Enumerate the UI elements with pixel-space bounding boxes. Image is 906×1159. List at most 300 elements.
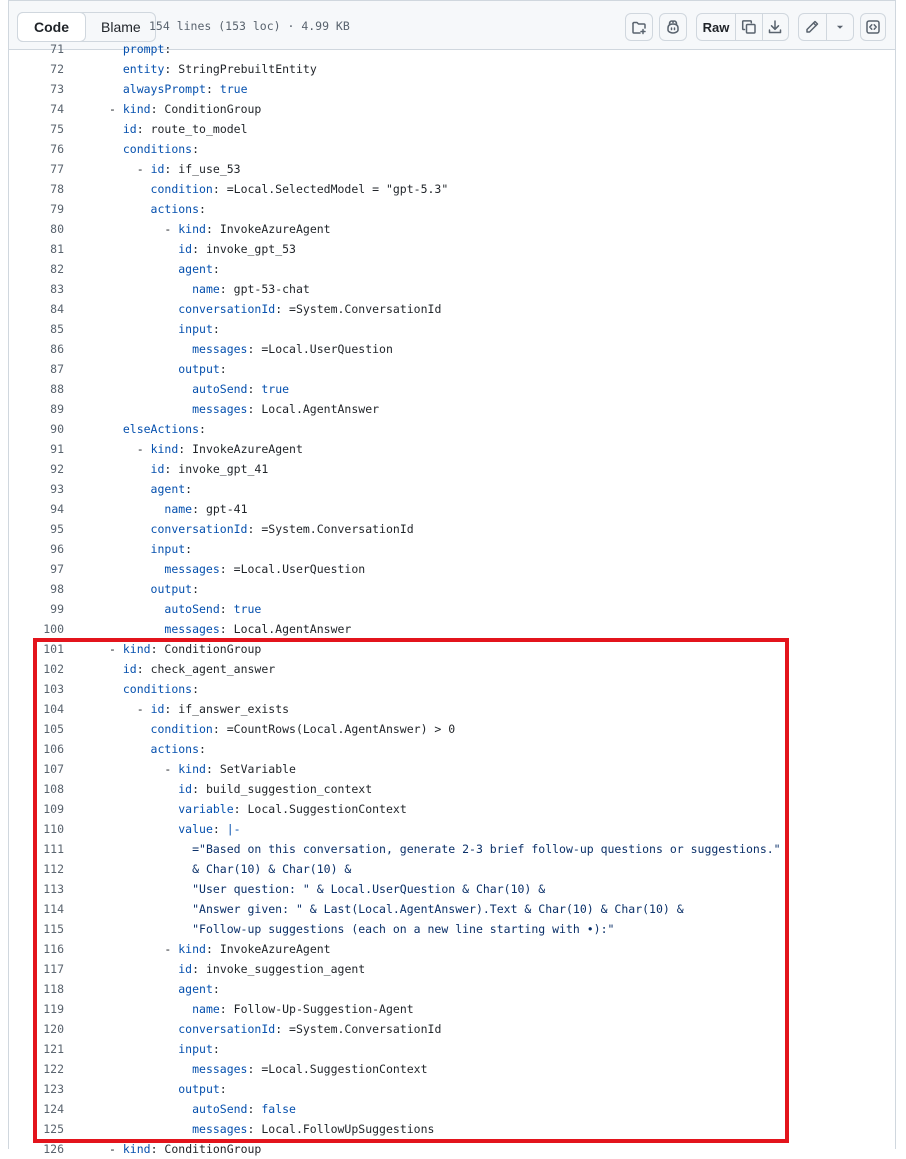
yaml-separator: : [164, 162, 179, 176]
yaml-separator: : [185, 542, 193, 556]
code-line [9, 119, 895, 139]
blame-tab[interactable]: Blame [101, 19, 141, 35]
yaml-key: autoSend [164, 602, 220, 616]
yaml-key: messages [192, 1122, 248, 1136]
yaml-key: messages [164, 562, 220, 576]
yaml-separator: : [164, 42, 172, 56]
raw-button[interactable] [697, 14, 735, 40]
yaml-value: true [219, 82, 248, 96]
code-line [9, 459, 895, 479]
yaml-key: conversationId [178, 1022, 276, 1036]
line-number[interactable]: 75 [50, 122, 64, 136]
code-line [9, 859, 895, 879]
yaml-value: InvokeAzureAgent [219, 942, 331, 956]
yaml-key: agent [150, 482, 186, 496]
code-text [109, 119, 248, 139]
yaml-separator: : [212, 262, 220, 276]
code-text [109, 599, 261, 619]
file-viewer [8, 0, 896, 1156]
yaml-value: invoke_gpt_41 [178, 462, 269, 476]
code-view [9, 42, 895, 1156]
line-number[interactable]: 125 [43, 1122, 64, 1136]
code-text [109, 779, 372, 799]
yaml-separator: : [150, 102, 165, 116]
code-text [109, 999, 414, 1019]
code-text [109, 579, 199, 599]
code-text [109, 419, 206, 439]
code-line [9, 219, 895, 239]
code-text [109, 1019, 441, 1039]
line-number[interactable]: 95 [50, 522, 64, 536]
code-line [9, 59, 895, 79]
line-number[interactable]: 126 [43, 1142, 64, 1156]
yaml-key: conditions [122, 142, 193, 156]
line-number[interactable]: 103 [43, 682, 64, 696]
code-text [109, 859, 351, 879]
yaml-value: =System.ConversationId [289, 1022, 442, 1036]
code-text [109, 499, 248, 519]
code-text [109, 719, 455, 739]
line-number[interactable]: 74 [50, 102, 64, 116]
symbols-button[interactable] [860, 13, 886, 41]
code-line [9, 779, 895, 799]
code-text [109, 39, 171, 59]
line-number[interactable]: 84 [50, 302, 64, 316]
code-text [109, 339, 393, 359]
line-number[interactable]: 116 [43, 942, 64, 956]
yaml-key: kind [178, 222, 206, 236]
download-button[interactable] [762, 14, 789, 40]
line-number[interactable]: 98 [50, 582, 64, 596]
yaml-separator: : [192, 582, 200, 596]
yaml-separator: : [136, 662, 151, 676]
code-text [109, 539, 192, 559]
line-number[interactable]: 99 [50, 602, 64, 616]
yaml-separator: : [219, 562, 234, 576]
code-text [109, 959, 365, 979]
yaml-key: id [150, 702, 165, 716]
file-add-icon [631, 19, 647, 35]
yaml-key: conversationId [150, 522, 248, 536]
code-line [9, 719, 895, 739]
code-text [109, 879, 545, 899]
code-line [9, 79, 895, 99]
line-number[interactable]: 102 [43, 662, 64, 676]
yaml-value: invoke_gpt_53 [205, 242, 296, 256]
yaml-key: messages [164, 622, 220, 636]
yaml-key: id [122, 662, 137, 676]
code-line [9, 1099, 895, 1119]
code-line [9, 999, 895, 1019]
yaml-key: name [192, 1002, 220, 1016]
line-number[interactable]: 114 [43, 902, 64, 916]
code-line [9, 279, 895, 299]
download-icon [767, 19, 783, 35]
yaml-key: name [192, 282, 220, 296]
yaml-separator: : [192, 962, 206, 976]
code-line [9, 819, 895, 839]
yaml-key: kind [150, 442, 179, 456]
code-text [109, 819, 241, 839]
yaml-value: true [233, 602, 262, 616]
line-number[interactable]: 80 [50, 222, 64, 236]
yaml-separator: : [219, 362, 227, 376]
yaml-separator: : [212, 982, 220, 996]
yaml-key: alwaysPrompt [122, 82, 206, 96]
line-number[interactable]: 110 [43, 822, 64, 836]
yaml-separator: : [219, 1082, 227, 1096]
line-number[interactable]: 78 [50, 182, 64, 196]
yaml-value: =System.ConversationId [289, 302, 442, 316]
file-info: 154 lines (153 loc) · 4.99 KB [149, 19, 350, 33]
code-line [9, 739, 895, 759]
yaml-value: ConditionGroup [164, 102, 262, 116]
yaml-separator: : [247, 522, 262, 536]
code-line [9, 1079, 895, 1099]
pencil-icon [804, 19, 820, 35]
line-number[interactable]: 118 [43, 982, 64, 996]
yaml-value: =Local.UserQuestion [233, 562, 366, 576]
code-line [9, 659, 895, 679]
raw-copy-download-group [696, 13, 789, 41]
edit-dropdown-button[interactable] [826, 14, 853, 40]
yaml-key: actions [150, 202, 200, 216]
code-line [9, 759, 895, 779]
yaml-separator: : [150, 1142, 165, 1156]
yaml-separator: : [275, 302, 290, 316]
code-line [9, 679, 895, 699]
yaml-value: =CountRows(Local.AgentAnswer) > 0 [226, 722, 456, 736]
yaml-value: if_use_53 [178, 162, 241, 176]
code-line [9, 579, 895, 599]
line-number[interactable]: 111 [43, 842, 64, 856]
yaml-separator: : [219, 1002, 234, 1016]
yaml-value: true [261, 382, 290, 396]
code-line [9, 939, 895, 959]
yaml-key: kind [122, 102, 151, 116]
code-line [9, 919, 895, 939]
code-text [109, 359, 227, 379]
code-line [9, 159, 895, 179]
yaml-separator: : [192, 502, 206, 516]
yaml-key: id [150, 162, 165, 176]
code-line [9, 179, 895, 199]
line-number[interactable]: 72 [50, 62, 64, 76]
code-text [109, 659, 275, 679]
code-text [109, 899, 684, 919]
code-line [9, 199, 895, 219]
yaml-separator: : [192, 782, 206, 796]
code-line [9, 619, 895, 639]
yaml-key: kind [122, 1142, 151, 1156]
chevron-down-icon [833, 20, 847, 34]
code-text [109, 679, 199, 699]
copy-icon [741, 19, 757, 35]
yaml-value: ="Based on this conversation, generate 2-3 brief follow-up questions or suggestions." [192, 842, 781, 856]
yaml-key: entity [122, 62, 165, 76]
code-text: - id: if_use_53 [136, 162, 241, 176]
yaml-key: elseActions [122, 422, 200, 436]
line-number[interactable]: 120 [43, 1022, 64, 1036]
line-number[interactable]: 71 [50, 42, 64, 56]
yaml-key: kind [178, 942, 206, 956]
yaml-separator: : [164, 702, 179, 716]
yaml-separator: : [199, 742, 206, 756]
code-line [9, 979, 895, 999]
code-text [109, 259, 220, 279]
code-text: - kind: ConditionGroup [109, 102, 262, 116]
yaml-value: gpt-41 [205, 502, 248, 516]
yaml-separator: : [178, 442, 193, 456]
code-text [109, 139, 199, 159]
line-number[interactable]: 79 [50, 202, 64, 216]
yaml-separator: : [247, 1062, 262, 1076]
yaml-separator: : [219, 622, 234, 636]
yaml-separator: : [219, 282, 234, 296]
code-text [109, 179, 448, 199]
code-line [9, 899, 895, 919]
code-text: - kind: SetVariable [164, 762, 296, 776]
yaml-separator: : [136, 122, 151, 136]
line-number[interactable]: 105 [43, 722, 64, 736]
yaml-value: Local.AgentAnswer [233, 622, 352, 636]
code-line [9, 1039, 895, 1059]
copilot-button[interactable] [659, 13, 687, 41]
code-line [9, 499, 895, 519]
yaml-separator: : [205, 942, 220, 956]
yaml-key: conditions [122, 682, 193, 696]
code-text [109, 1119, 434, 1139]
code-text [109, 239, 296, 259]
yaml-key: output [150, 582, 193, 596]
code-lines [9, 39, 895, 1159]
yaml-separator: : [199, 202, 206, 216]
yaml-key: id [178, 962, 193, 976]
code-text [109, 919, 614, 939]
code-line [9, 379, 895, 399]
add-file-button[interactable] [625, 13, 653, 41]
yaml-value: ConditionGroup [164, 1142, 262, 1156]
code-line [9, 299, 895, 319]
line-number[interactable]: 107 [43, 762, 64, 776]
code-text [109, 279, 310, 299]
yaml-separator: : [192, 242, 206, 256]
line-number[interactable]: 121 [43, 1042, 64, 1056]
yaml-key: actions [150, 742, 200, 756]
yaml-key: messages [192, 342, 248, 356]
code-line [9, 699, 895, 719]
symbols-icon [865, 19, 881, 35]
code-text [109, 619, 351, 639]
yaml-value: InvokeAzureAgent [219, 222, 331, 236]
line-number[interactable]: 85 [50, 322, 64, 336]
line-number[interactable]: 104 [43, 702, 64, 716]
yaml-separator: : [199, 422, 206, 436]
raw-label: Raw [702, 19, 730, 35]
yaml-value: =Local.SelectedModel = "gpt-5.3" [226, 182, 449, 196]
yaml-key: id [178, 242, 193, 256]
line-number[interactable]: 108 [43, 782, 64, 796]
edit-file-button[interactable] [799, 14, 826, 40]
yaml-key: kind [178, 762, 206, 776]
line-number[interactable]: 81 [50, 242, 64, 256]
line-number[interactable]: 93 [50, 482, 64, 496]
code-text: - kind: InvokeAzureAgent [164, 942, 331, 956]
line-number[interactable]: 124 [43, 1102, 64, 1116]
line-number[interactable]: 77 [50, 162, 64, 176]
line-number[interactable]: 106 [43, 742, 64, 756]
code-line [9, 1139, 895, 1159]
line-number[interactable]: 109 [43, 802, 64, 816]
line-number[interactable]: 83 [50, 282, 64, 296]
yaml-key: variable [178, 802, 234, 816]
code-line [9, 419, 895, 439]
yaml-key: agent [178, 982, 213, 996]
line-number[interactable]: 123 [43, 1082, 64, 1096]
code-line [9, 99, 895, 119]
yaml-separator: : [233, 802, 248, 816]
yaml-key: input [178, 322, 213, 336]
line-number[interactable]: 91 [50, 442, 64, 456]
yaml-separator: : [192, 142, 200, 156]
yaml-value: Follow-Up-Suggestion-Agent [233, 1002, 414, 1016]
yaml-value: =Local.SuggestionContext [261, 1062, 428, 1076]
code-line [9, 559, 895, 579]
yaml-separator: : [150, 642, 165, 656]
code-text [109, 979, 220, 999]
yaml-separator: : [247, 342, 262, 356]
line-number[interactable]: 122 [43, 1062, 64, 1076]
code-line [9, 339, 895, 359]
yaml-value: SetVariable [219, 762, 296, 776]
yaml-separator: : [205, 82, 220, 96]
yaml-value: route_to_model [150, 122, 248, 136]
line-number[interactable]: 89 [50, 402, 64, 416]
code-text [109, 1059, 428, 1079]
line-number[interactable]: 97 [50, 562, 64, 576]
line-number[interactable]: 96 [50, 542, 64, 556]
code-line [9, 479, 895, 499]
code-line [9, 519, 895, 539]
code-text [109, 839, 781, 859]
code-line [9, 259, 895, 279]
line-number[interactable]: 73 [50, 82, 64, 96]
code-line [9, 139, 895, 159]
code-text [109, 739, 206, 759]
yaml-key: value [178, 822, 213, 836]
yaml-key: conversationId [178, 302, 276, 316]
yaml-key: output [178, 362, 220, 376]
yaml-key: agent [178, 262, 213, 276]
code-text [109, 379, 289, 399]
yaml-separator: : [164, 462, 179, 476]
copy-raw-button[interactable] [735, 14, 762, 40]
line-number[interactable]: 115 [43, 922, 64, 936]
yaml-key: id [178, 782, 193, 796]
yaml-value: =Local.UserQuestion [261, 342, 393, 356]
yaml-value: "User question: " & Local.UserQuestion & Char(10) & [192, 882, 546, 896]
line-number[interactable]: 86 [50, 342, 64, 356]
yaml-value: "Answer given: " & Last(Local.AgentAnswer).Text & Char(10) & Char(10) & [192, 902, 684, 916]
code-line [9, 1119, 895, 1139]
line-number[interactable]: 94 [50, 502, 64, 516]
line-number[interactable]: 119 [43, 1002, 64, 1016]
yaml-key: kind [122, 642, 151, 656]
line-number[interactable]: 90 [50, 422, 64, 436]
yaml-separator: : [219, 602, 234, 616]
yaml-value: check_agent_answer [150, 662, 276, 676]
copilot-icon [665, 19, 681, 35]
yaml-separator: : [247, 402, 262, 416]
code-line [9, 399, 895, 419]
line-number[interactable]: 92 [50, 462, 64, 476]
yaml-key: messages [192, 402, 248, 416]
code-text [109, 199, 206, 219]
yaml-value: Local.AgentAnswer [261, 402, 380, 416]
code-line [9, 1019, 895, 1039]
code-line [9, 639, 895, 659]
yaml-key: autoSend [192, 1102, 248, 1116]
code-text [109, 59, 317, 79]
code-text: - id: if_answer_exists [136, 702, 290, 716]
yaml-key: autoSend [192, 382, 248, 396]
line-number[interactable]: 113 [43, 882, 64, 896]
yaml-value: Local.FollowUpSuggestions [261, 1122, 435, 1136]
line-number[interactable]: 117 [43, 962, 64, 976]
yaml-key: condition [150, 722, 213, 736]
yaml-separator: : [275, 1022, 290, 1036]
edit-group [798, 13, 854, 41]
yaml-key: input [178, 1042, 213, 1056]
yaml-value: false [261, 1102, 296, 1116]
code-line [9, 839, 895, 859]
code-text: - kind: ConditionGroup [109, 1142, 262, 1156]
line-number[interactable]: 88 [50, 382, 64, 396]
yaml-key: prompt [122, 42, 165, 56]
code-line [9, 439, 895, 459]
code-text: - kind: InvokeAzureAgent [164, 222, 331, 236]
yaml-value: ConditionGroup [164, 642, 262, 656]
yaml-value: StringPrebuiltEntity [178, 62, 317, 76]
line-number[interactable]: 101 [43, 642, 64, 656]
code-text [109, 519, 414, 539]
line-number[interactable]: 112 [43, 862, 64, 876]
code-line [9, 1059, 895, 1079]
line-number[interactable]: 76 [50, 142, 64, 156]
code-tab[interactable]: Code [17, 12, 86, 42]
yaml-value: =System.ConversationId [261, 522, 414, 536]
yaml-separator: : [212, 182, 227, 196]
yaml-value: invoke_suggestion_agent [205, 962, 366, 976]
code-line [9, 359, 895, 379]
line-number[interactable]: 100 [43, 622, 64, 636]
line-number[interactable]: 82 [50, 262, 64, 276]
code-text [109, 1039, 220, 1059]
code-text [109, 1079, 227, 1099]
code-text: - kind: InvokeAzureAgent [136, 442, 303, 456]
code-text [109, 79, 248, 99]
yaml-value: if_answer_exists [178, 702, 290, 716]
code-line [9, 959, 895, 979]
yaml-separator: : [185, 482, 193, 496]
line-number[interactable]: 87 [50, 362, 64, 376]
code-text [109, 799, 407, 819]
yaml-separator: : [247, 382, 262, 396]
code-text [109, 399, 379, 419]
yaml-key: condition [150, 182, 213, 196]
yaml-separator: : [192, 682, 200, 696]
yaml-separator: : [212, 1042, 220, 1056]
